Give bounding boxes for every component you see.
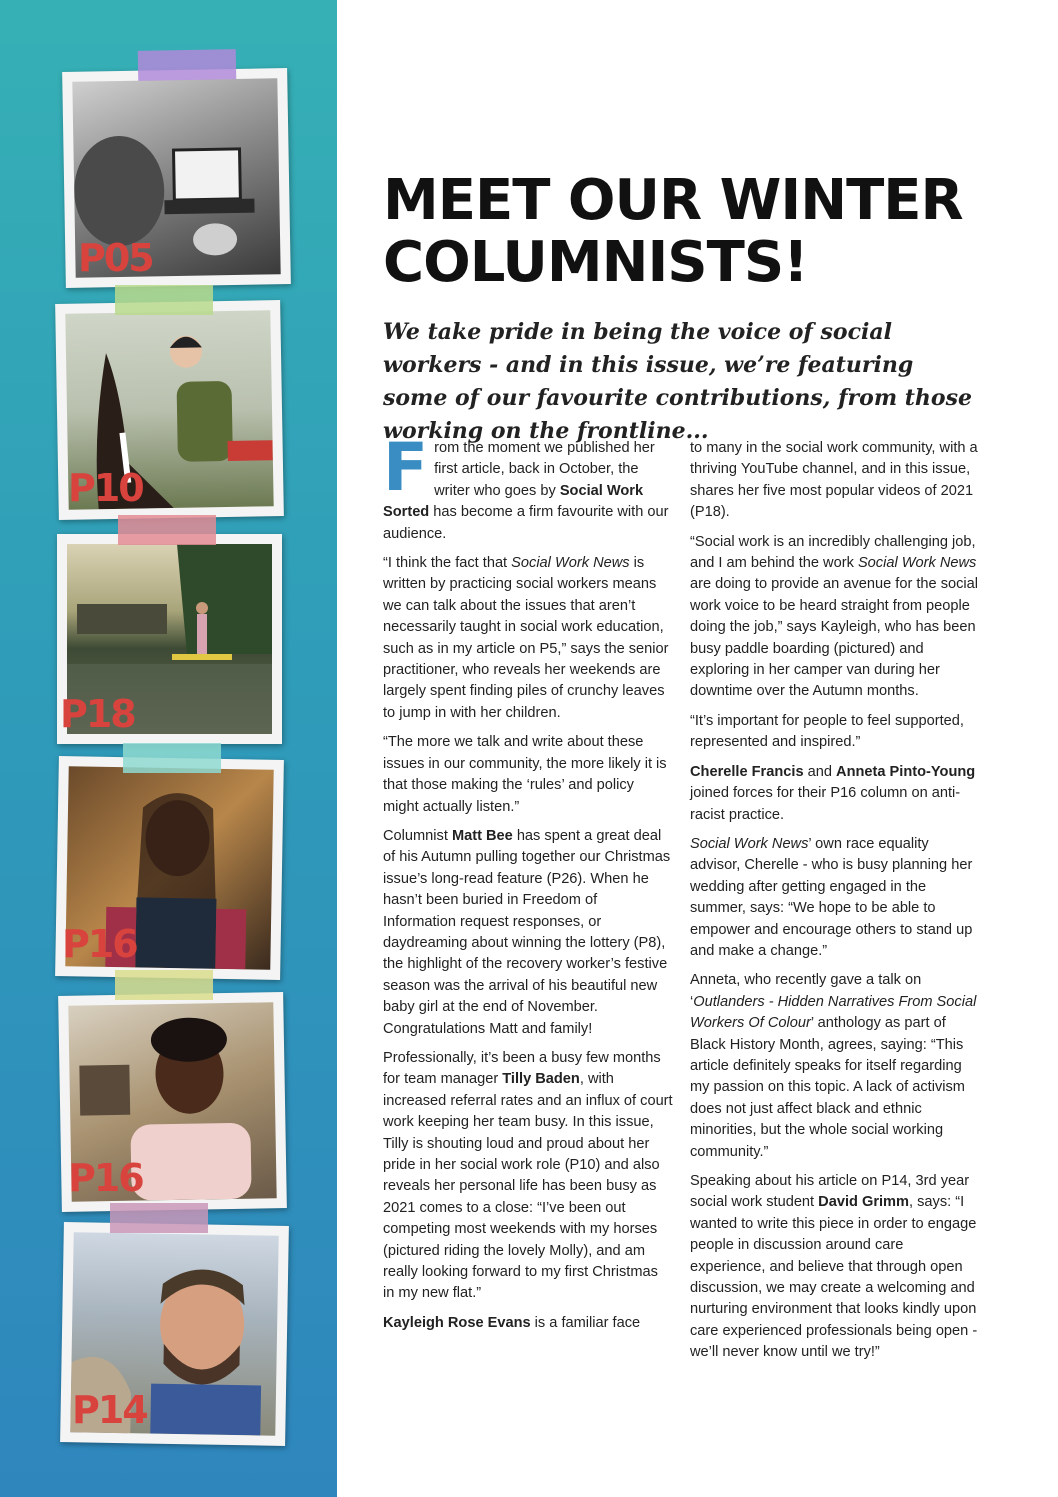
page-label: P14	[72, 1388, 147, 1432]
page-label: P16	[68, 1156, 143, 1200]
text-run: and	[803, 763, 837, 780]
tape-strip	[118, 515, 216, 545]
italic-title: Social Work News	[690, 835, 809, 852]
text-run: has become a firm favourite with our audience.	[383, 504, 669, 542]
text-run: “I think the fact that	[383, 555, 512, 572]
bold-name: Kayleigh Rose Evans	[383, 1314, 531, 1331]
text-run: is written by practicing social workers means we can talk about the issues that aren’t necessarily taught in social work education, such as in my article on P5,” says the senior practitioner, who reveals her weekends are largely spent finding piles of crunchy leaves to jump in with her children.	[383, 555, 669, 721]
text-run: Columnist	[383, 827, 452, 844]
bold-name: Social Work Sorted	[383, 482, 644, 521]
page-label: P16	[62, 922, 137, 966]
bold-name: Anneta Pinto-Young	[836, 763, 976, 780]
article-column-1	[383, 429, 673, 1342]
text-run: Anneta, who recently gave a talk on ‘	[690, 972, 922, 1010]
paragraph	[690, 532, 980, 703]
tape-strip	[115, 970, 213, 1000]
text-run: “Social work is an incredibly challenging job, and I am behind the work	[690, 533, 976, 572]
italic-title: Social Work News	[857, 555, 977, 572]
paragraph: to many in the social work community, with a thriving YouTube channel, and in this issue, shares her five most popular videos of 2021 (P18).	[690, 440, 978, 521]
paragraph: “The more we talk and write about these issues in our community, the more likely it is that those making the ‘rules’ and policy might actually listen.”	[383, 734, 667, 815]
italic-title: Social Work News	[511, 555, 630, 572]
paragraph	[690, 1171, 980, 1364]
text-run: ’ anthology as part of Black History Month, agrees, saying: “This article definitely speaks for itself regarding my passion on this topic. A lack of activism does not just affect black and ethnic minorities, but the whole social working community.”	[690, 1015, 965, 1160]
title-line-1: MEET OUR WINTER	[383, 168, 963, 233]
page-label: P10	[68, 466, 143, 510]
paragraph: “It’s important for people to feel supported, represented and inspired.”	[690, 712, 964, 751]
italic-title: Outlanders - Hidden Narratives From Social Workers Of Colour	[690, 993, 977, 1032]
text-run: is a familiar face	[530, 1314, 641, 1331]
paragraph	[383, 429, 673, 545]
text-run: has spent a great deal of his Autumn pulling together our Christmas issue’s long-read feature (P26). When he hasn’t been buried in Freedom of Information request responses, or daydreaming about winning the lottery (P8), the highlight of the recovery worker’s festive season was the arrival of his beautiful new baby girl at the end of November. Congratulations Matt and family!	[383, 827, 671, 1037]
tape-strip	[115, 285, 213, 315]
title-line-2: COLUMNISTS!	[383, 230, 808, 295]
text-run: , with increased referral rates and an influx of court work keeping her team busy. In this issue, Tilly is shouting loud and proud about her pride in her social work role (P10) and also reveals her personal life has been busy as 2021 comes to a close: “I’ve been out competing most weekends with my horses (pictured riding the lovely Molly), and am really looking forward to my first Christmas in my new flat.”	[383, 1071, 673, 1302]
bold-name: Cherelle Francis	[690, 763, 804, 780]
paragraph	[690, 970, 980, 1163]
text-run: Professionally, it’s been a busy few months for team manager	[383, 1049, 661, 1088]
bold-name: Matt Bee	[451, 827, 513, 844]
paragraph	[383, 1048, 673, 1305]
paragraph	[690, 762, 980, 826]
bold-name: Tilly Baden	[502, 1071, 580, 1088]
text-run: joined forces for their P16 column on anti-racist practice.	[690, 785, 961, 823]
drop-cap: F	[383, 429, 429, 506]
paragraph	[383, 1313, 673, 1334]
tape-strip	[123, 743, 221, 773]
text-run: Speaking about his article on P14, 3rd year social work student	[690, 1173, 970, 1211]
article-column-2	[690, 438, 980, 1372]
page-title	[383, 170, 1023, 294]
standfirst: We take pride in being the voice of social workers - and in this issue, we’re featuring some of our favourite contributions, from those working on the frontline...	[383, 319, 972, 444]
text-run: , says: “I wanted to write this piece in order to engage people in discussion around care experience, and believe that through open discussion, we may create a welcoming and nurturing environment that looks kindly upon care experienced professionals being open - we’ll never know until we try!”	[690, 1194, 978, 1361]
paragraph	[690, 834, 980, 962]
paragraph	[383, 826, 673, 1040]
text-run: ’ own race equality advisor, Cherelle - who is busy planning her wedding after getting engaged in the summer, says: “We hope to be able to empower and encourage others to stand up and make a change.”	[690, 835, 973, 959]
page-label: P05	[78, 236, 153, 280]
paragraph	[383, 553, 673, 724]
tape-strip	[110, 1203, 208, 1233]
text-run: are doing to provide an avenue for the social work voice to be heard straight from people doing the job,” says Kayleigh, who has been busy paddle boarding (pictured) and exploring in her camper van during her downtime over the Autumn months.	[690, 576, 979, 700]
text-run: rom the moment we published her first article, back in October, the writer who goes by	[434, 440, 655, 499]
page-label: P18	[60, 692, 135, 736]
bold-name: David Grimm	[818, 1194, 910, 1211]
tape-strip	[138, 49, 237, 81]
